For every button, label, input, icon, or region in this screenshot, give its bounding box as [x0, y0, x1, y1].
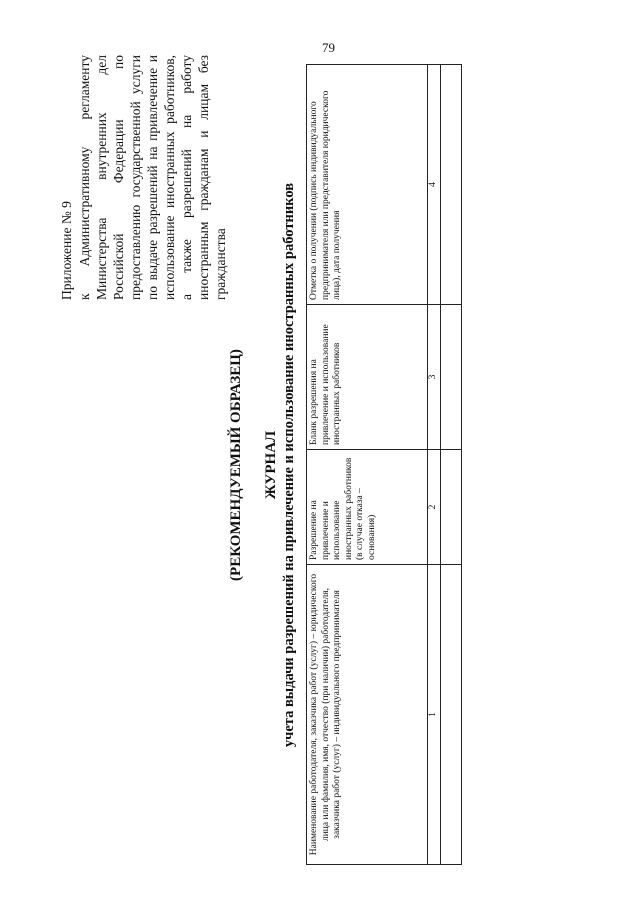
journal-table — [306, 64, 462, 865]
header-employer: Наименование работодателя, заказчика работ (услуг) – юридического лица или фамилия, имя, отчество (при наличии) работодателя, заказчика работ (услуг) – индивидуального предпринимателя — [307, 565, 428, 865]
empty-cell — [441, 450, 462, 565]
rotated-page-content — [18, 45, 478, 885]
column-number-4: 4 — [428, 65, 441, 305]
column-number-2: 2 — [428, 450, 441, 565]
recommended-sample-heading: (РЕКОМЕНДУЕМЫЙ ОБРАЗЕЦ) — [228, 349, 244, 581]
empty-cell — [441, 305, 462, 450]
journal-subtitle: учета выдачи разрешений на привлечение и использование иностранных работников — [281, 182, 297, 748]
appendix-title: Приложение № 9 — [59, 201, 74, 300]
header-permit-form: Бланк разрешения на привлечение и использование иностранных работников — [307, 305, 428, 450]
header-permit: Разрешение на привлечение и использование иностранных работников (в случае отказа – основания) — [307, 450, 428, 565]
table-number-row — [428, 65, 441, 865]
empty-cell — [441, 565, 462, 865]
table-header-row — [307, 65, 428, 865]
column-number-1: 1 — [428, 565, 441, 865]
column-number-3: 3 — [428, 305, 441, 450]
table-empty-row — [441, 65, 462, 865]
page-number: 79 — [322, 40, 335, 55]
empty-cell — [441, 65, 462, 305]
appendix-body: к Административному регламенту Министерства внутренних дел Российской Федерации по предоставлению государственной услуги по выдаче разрешений на привлечение и использование иностранных работников, а также разрешений на работу иностранным гражданам и лицам без гражданства — [77, 55, 228, 300]
header-receipt-mark: Отметка о получении (подпись индивидуального предпринимателя или представителя юридического лица), дата получения — [307, 65, 428, 305]
appendix-block — [58, 55, 229, 300]
journal-title: ЖУРНАЛ — [263, 430, 279, 500]
